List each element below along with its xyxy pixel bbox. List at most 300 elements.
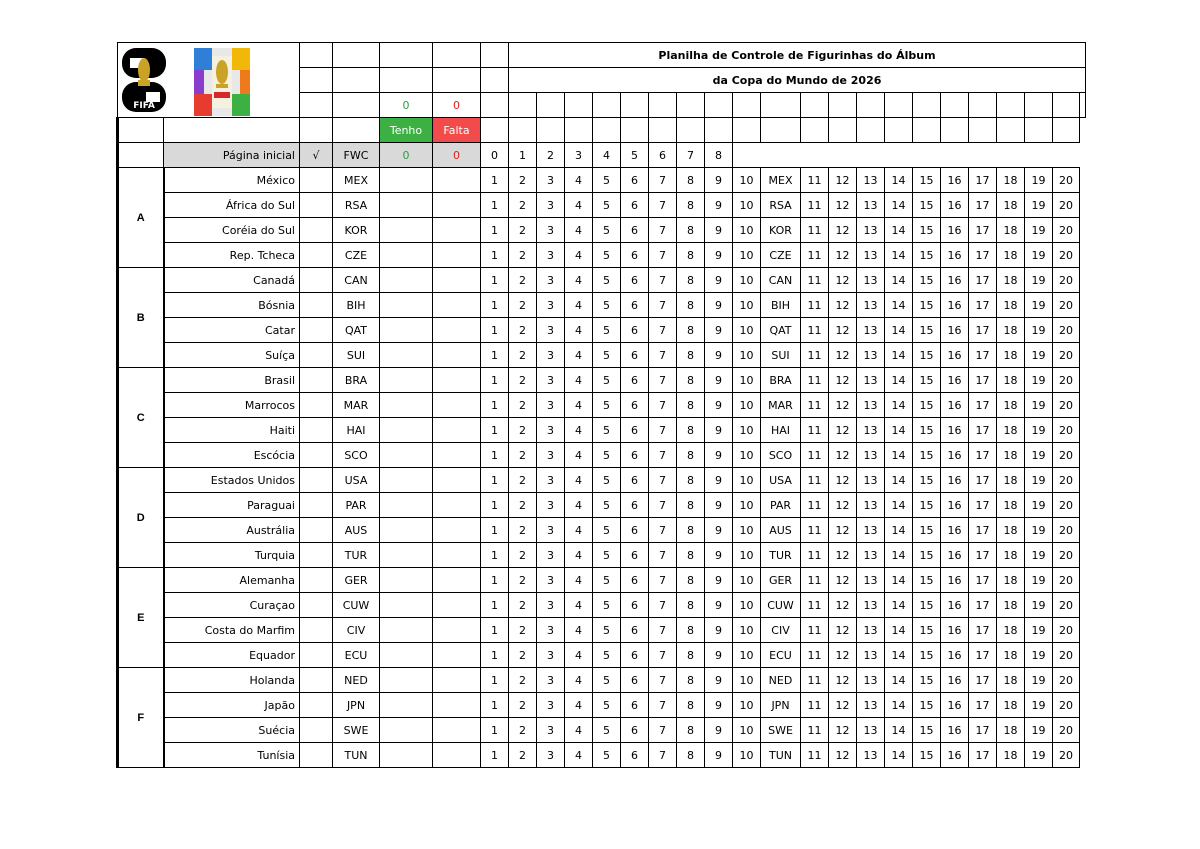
sticker-number[interactable]: 20: [1053, 618, 1080, 643]
sticker-number[interactable]: 7: [649, 543, 677, 568]
sticker-number[interactable]: 3: [537, 693, 565, 718]
sticker-number[interactable]: 20: [1053, 568, 1080, 593]
sticker-number[interactable]: 6: [621, 543, 649, 568]
sticker-number[interactable]: 12: [829, 518, 857, 543]
sticker-number[interactable]: 4: [565, 168, 593, 193]
sticker-number[interactable]: 7: [649, 568, 677, 593]
sticker-number[interactable]: 3: [537, 418, 565, 443]
sticker-number[interactable]: 16: [941, 668, 969, 693]
sticker-number[interactable]: 5: [593, 343, 621, 368]
team-check[interactable]: [300, 368, 333, 393]
sticker-number[interactable]: 14: [885, 643, 913, 668]
sticker-number[interactable]: 5: [593, 593, 621, 618]
sticker-number[interactable]: 8: [677, 218, 705, 243]
sticker-number[interactable]: 15: [913, 643, 941, 668]
sticker-number[interactable]: 7: [649, 518, 677, 543]
sticker-number[interactable]: 1: [481, 693, 509, 718]
team-check[interactable]: [300, 168, 333, 193]
sticker-number[interactable]: 4: [565, 668, 593, 693]
sticker-number[interactable]: 19: [1025, 568, 1053, 593]
sticker-number[interactable]: 5: [593, 243, 621, 268]
sticker-number[interactable]: 7: [649, 318, 677, 343]
sticker-number[interactable]: 8: [677, 193, 705, 218]
team-check[interactable]: [300, 418, 333, 443]
sticker-number[interactable]: 10: [733, 343, 761, 368]
sticker-number[interactable]: 17: [969, 368, 997, 393]
sticker-number[interactable]: 11: [801, 468, 829, 493]
sticker-number[interactable]: 6: [621, 618, 649, 643]
fwc-number[interactable]: 5: [621, 143, 649, 168]
sticker-number[interactable]: 17: [969, 443, 997, 468]
sticker-number[interactable]: 11: [801, 168, 829, 193]
sticker-number[interactable]: 4: [565, 393, 593, 418]
sticker-number[interactable]: 17: [969, 218, 997, 243]
sticker-number[interactable]: 13: [857, 218, 885, 243]
sticker-number[interactable]: 7: [649, 743, 677, 768]
sticker-number[interactable]: 10: [733, 668, 761, 693]
sticker-number[interactable]: 8: [677, 243, 705, 268]
sticker-number[interactable]: 15: [913, 443, 941, 468]
sticker-number[interactable]: 2: [509, 318, 537, 343]
sticker-number[interactable]: 13: [857, 393, 885, 418]
sticker-number[interactable]: 10: [733, 743, 761, 768]
sticker-number[interactable]: 15: [913, 593, 941, 618]
sticker-number[interactable]: 7: [649, 718, 677, 743]
sticker-number[interactable]: 3: [537, 468, 565, 493]
sticker-number[interactable]: 2: [509, 668, 537, 693]
sticker-number[interactable]: 16: [941, 218, 969, 243]
sticker-number[interactable]: 14: [885, 368, 913, 393]
sticker-number[interactable]: 1: [481, 318, 509, 343]
sticker-number[interactable]: 19: [1025, 618, 1053, 643]
fwc-number[interactable]: 6: [649, 143, 677, 168]
sticker-number[interactable]: 3: [537, 668, 565, 693]
sticker-number[interactable]: 9: [705, 318, 733, 343]
sticker-number[interactable]: 6: [621, 343, 649, 368]
sticker-number[interactable]: 19: [1025, 743, 1053, 768]
sticker-number[interactable]: 16: [941, 443, 969, 468]
sticker-number[interactable]: 11: [801, 443, 829, 468]
sticker-number[interactable]: 10: [733, 593, 761, 618]
sticker-number[interactable]: 4: [565, 193, 593, 218]
sticker-number[interactable]: 3: [537, 593, 565, 618]
sticker-number[interactable]: 9: [705, 193, 733, 218]
sticker-number[interactable]: 18: [997, 643, 1025, 668]
sticker-number[interactable]: 4: [565, 493, 593, 518]
sticker-number[interactable]: 6: [621, 493, 649, 518]
sticker-number[interactable]: 9: [705, 343, 733, 368]
sticker-number[interactable]: 17: [969, 543, 997, 568]
sticker-number[interactable]: 7: [649, 243, 677, 268]
sticker-number[interactable]: 4: [565, 268, 593, 293]
sticker-number[interactable]: 7: [649, 168, 677, 193]
sticker-number[interactable]: 19: [1025, 343, 1053, 368]
sticker-number[interactable]: 2: [509, 243, 537, 268]
sticker-number[interactable]: 11: [801, 193, 829, 218]
sticker-number[interactable]: 9: [705, 668, 733, 693]
sticker-number[interactable]: 17: [969, 693, 997, 718]
sticker-number[interactable]: 12: [829, 493, 857, 518]
sticker-number[interactable]: 4: [565, 218, 593, 243]
sticker-number[interactable]: 11: [801, 318, 829, 343]
sticker-number[interactable]: 1: [481, 268, 509, 293]
sticker-number[interactable]: 5: [593, 268, 621, 293]
sticker-number[interactable]: 9: [705, 643, 733, 668]
fwc-number[interactable]: 1: [509, 143, 537, 168]
sticker-number[interactable]: 1: [481, 668, 509, 693]
sticker-number[interactable]: 13: [857, 268, 885, 293]
sticker-number[interactable]: 5: [593, 218, 621, 243]
team-check[interactable]: [300, 518, 333, 543]
sticker-number[interactable]: 9: [705, 418, 733, 443]
fwc-number[interactable]: 0: [481, 143, 509, 168]
sticker-number[interactable]: 11: [801, 718, 829, 743]
sticker-number[interactable]: 3: [537, 618, 565, 643]
team-check[interactable]: [300, 543, 333, 568]
sticker-number[interactable]: 3: [537, 268, 565, 293]
sticker-number[interactable]: 1: [481, 543, 509, 568]
sticker-number[interactable]: 9: [705, 268, 733, 293]
sticker-number[interactable]: 14: [885, 618, 913, 643]
sticker-number[interactable]: 13: [857, 368, 885, 393]
sticker-number[interactable]: 16: [941, 618, 969, 643]
sticker-number[interactable]: 9: [705, 568, 733, 593]
sticker-number[interactable]: 5: [593, 393, 621, 418]
sticker-number[interactable]: 10: [733, 318, 761, 343]
sticker-number[interactable]: 8: [677, 293, 705, 318]
sticker-number[interactable]: 5: [593, 518, 621, 543]
sticker-number[interactable]: 11: [801, 593, 829, 618]
sticker-number[interactable]: 4: [565, 468, 593, 493]
sticker-number[interactable]: 7: [649, 393, 677, 418]
sticker-number[interactable]: 13: [857, 293, 885, 318]
team-check[interactable]: [300, 443, 333, 468]
sticker-number[interactable]: 18: [997, 468, 1025, 493]
sticker-number[interactable]: 6: [621, 443, 649, 468]
sticker-number[interactable]: 16: [941, 593, 969, 618]
sticker-number[interactable]: 12: [829, 668, 857, 693]
sticker-number[interactable]: 18: [997, 693, 1025, 718]
sticker-number[interactable]: 13: [857, 668, 885, 693]
sticker-number[interactable]: 19: [1025, 268, 1053, 293]
sticker-number[interactable]: 1: [481, 343, 509, 368]
sticker-number[interactable]: 10: [733, 543, 761, 568]
sticker-number[interactable]: 9: [705, 468, 733, 493]
sticker-number[interactable]: 19: [1025, 718, 1053, 743]
sticker-number[interactable]: 15: [913, 518, 941, 543]
sticker-number[interactable]: 2: [509, 193, 537, 218]
sticker-number[interactable]: 20: [1053, 193, 1080, 218]
sticker-number[interactable]: 18: [997, 193, 1025, 218]
sticker-number[interactable]: 5: [593, 443, 621, 468]
sticker-number[interactable]: 11: [801, 418, 829, 443]
fwc-number[interactable]: 3: [565, 143, 593, 168]
sticker-number[interactable]: 12: [829, 618, 857, 643]
sticker-number[interactable]: 5: [593, 293, 621, 318]
sticker-number[interactable]: 4: [565, 293, 593, 318]
sticker-number[interactable]: 6: [621, 668, 649, 693]
sticker-number[interactable]: 13: [857, 243, 885, 268]
sticker-number[interactable]: 8: [677, 618, 705, 643]
sticker-number[interactable]: 3: [537, 168, 565, 193]
sticker-number[interactable]: 2: [509, 518, 537, 543]
sticker-number[interactable]: 10: [733, 168, 761, 193]
sticker-number[interactable]: 8: [677, 543, 705, 568]
sticker-number[interactable]: 14: [885, 743, 913, 768]
sticker-number[interactable]: 9: [705, 243, 733, 268]
sticker-number[interactable]: 20: [1053, 268, 1080, 293]
sticker-number[interactable]: 19: [1025, 443, 1053, 468]
sticker-number[interactable]: 19: [1025, 243, 1053, 268]
sticker-number[interactable]: 9: [705, 393, 733, 418]
sticker-number[interactable]: 5: [593, 318, 621, 343]
sticker-number[interactable]: 3: [537, 293, 565, 318]
sticker-number[interactable]: 18: [997, 168, 1025, 193]
sticker-number[interactable]: 11: [801, 343, 829, 368]
sticker-number[interactable]: 7: [649, 193, 677, 218]
sticker-number[interactable]: 18: [997, 218, 1025, 243]
sticker-number[interactable]: 9: [705, 293, 733, 318]
sticker-number[interactable]: 18: [997, 568, 1025, 593]
sticker-number[interactable]: 6: [621, 418, 649, 443]
sticker-number[interactable]: 17: [969, 293, 997, 318]
sticker-number[interactable]: 4: [565, 318, 593, 343]
sticker-number[interactable]: 6: [621, 368, 649, 393]
sticker-number[interactable]: 12: [829, 218, 857, 243]
team-check[interactable]: [300, 193, 333, 218]
sticker-number[interactable]: 8: [677, 568, 705, 593]
sticker-number[interactable]: 16: [941, 268, 969, 293]
sticker-number[interactable]: 18: [997, 393, 1025, 418]
sticker-number[interactable]: 17: [969, 168, 997, 193]
sticker-number[interactable]: 13: [857, 693, 885, 718]
sticker-number[interactable]: 4: [565, 693, 593, 718]
sticker-number[interactable]: 14: [885, 568, 913, 593]
sticker-number[interactable]: 1: [481, 518, 509, 543]
team-check[interactable]: [300, 718, 333, 743]
sticker-number[interactable]: 6: [621, 293, 649, 318]
sticker-number[interactable]: 7: [649, 418, 677, 443]
sticker-number[interactable]: 14: [885, 318, 913, 343]
sticker-number[interactable]: 5: [593, 568, 621, 593]
team-check[interactable]: [300, 743, 333, 768]
sticker-number[interactable]: 11: [801, 493, 829, 518]
sticker-number[interactable]: 18: [997, 293, 1025, 318]
sticker-number[interactable]: 8: [677, 418, 705, 443]
team-check[interactable]: [300, 393, 333, 418]
sticker-number[interactable]: 8: [677, 593, 705, 618]
team-check[interactable]: [300, 618, 333, 643]
sticker-number[interactable]: 1: [481, 743, 509, 768]
sticker-number[interactable]: 7: [649, 593, 677, 618]
sticker-number[interactable]: 20: [1053, 743, 1080, 768]
sticker-number[interactable]: 8: [677, 443, 705, 468]
sticker-number[interactable]: 17: [969, 593, 997, 618]
sticker-number[interactable]: 3: [537, 718, 565, 743]
sticker-number[interactable]: 2: [509, 543, 537, 568]
sticker-number[interactable]: 3: [537, 368, 565, 393]
sticker-number[interactable]: 2: [509, 468, 537, 493]
sticker-number[interactable]: 4: [565, 368, 593, 393]
sticker-number[interactable]: 2: [509, 643, 537, 668]
sticker-number[interactable]: 10: [733, 568, 761, 593]
sticker-number[interactable]: 13: [857, 343, 885, 368]
sticker-number[interactable]: 14: [885, 193, 913, 218]
sticker-number[interactable]: 18: [997, 718, 1025, 743]
sticker-number[interactable]: 20: [1053, 468, 1080, 493]
sticker-number[interactable]: 10: [733, 693, 761, 718]
sticker-number[interactable]: 2: [509, 293, 537, 318]
sticker-number[interactable]: 11: [801, 743, 829, 768]
sticker-number[interactable]: 2: [509, 593, 537, 618]
sticker-number[interactable]: 15: [913, 368, 941, 393]
sticker-number[interactable]: 13: [857, 168, 885, 193]
sticker-number[interactable]: 8: [677, 518, 705, 543]
sticker-number[interactable]: 9: [705, 593, 733, 618]
sticker-number[interactable]: 20: [1053, 543, 1080, 568]
sticker-number[interactable]: 20: [1053, 168, 1080, 193]
sticker-number[interactable]: 19: [1025, 693, 1053, 718]
sticker-number[interactable]: 14: [885, 668, 913, 693]
sticker-number[interactable]: 6: [621, 568, 649, 593]
sticker-number[interactable]: 9: [705, 168, 733, 193]
sticker-number[interactable]: 5: [593, 543, 621, 568]
sticker-number[interactable]: 3: [537, 643, 565, 668]
sticker-number[interactable]: 17: [969, 418, 997, 443]
sticker-number[interactable]: 5: [593, 368, 621, 393]
sticker-number[interactable]: 15: [913, 493, 941, 518]
sticker-number[interactable]: 19: [1025, 193, 1053, 218]
sticker-number[interactable]: 19: [1025, 468, 1053, 493]
sticker-number[interactable]: 18: [997, 343, 1025, 368]
team-check[interactable]: [300, 568, 333, 593]
sticker-number[interactable]: 13: [857, 493, 885, 518]
sticker-number[interactable]: 14: [885, 593, 913, 618]
sticker-number[interactable]: 16: [941, 243, 969, 268]
sticker-number[interactable]: 16: [941, 343, 969, 368]
sticker-number[interactable]: 18: [997, 243, 1025, 268]
sticker-number[interactable]: 6: [621, 193, 649, 218]
sticker-number[interactable]: 19: [1025, 293, 1053, 318]
sticker-number[interactable]: 4: [565, 568, 593, 593]
sticker-number[interactable]: 3: [537, 318, 565, 343]
sticker-number[interactable]: 2: [509, 718, 537, 743]
sticker-number[interactable]: 16: [941, 193, 969, 218]
sticker-number[interactable]: 10: [733, 218, 761, 243]
sticker-number[interactable]: 1: [481, 393, 509, 418]
sticker-number[interactable]: 1: [481, 443, 509, 468]
sticker-number[interactable]: 5: [593, 693, 621, 718]
sticker-number[interactable]: 11: [801, 393, 829, 418]
sticker-number[interactable]: 20: [1053, 718, 1080, 743]
sticker-number[interactable]: 4: [565, 343, 593, 368]
sticker-number[interactable]: 17: [969, 343, 997, 368]
sticker-number[interactable]: 6: [621, 218, 649, 243]
sticker-number[interactable]: 13: [857, 193, 885, 218]
sticker-number[interactable]: 18: [997, 543, 1025, 568]
sticker-number[interactable]: 18: [997, 743, 1025, 768]
sticker-number[interactable]: 5: [593, 718, 621, 743]
sticker-number[interactable]: 12: [829, 418, 857, 443]
sticker-number[interactable]: 20: [1053, 418, 1080, 443]
sticker-number[interactable]: 4: [565, 543, 593, 568]
sticker-number[interactable]: 17: [969, 718, 997, 743]
sticker-number[interactable]: 16: [941, 168, 969, 193]
sticker-number[interactable]: 18: [997, 668, 1025, 693]
sticker-number[interactable]: 10: [733, 193, 761, 218]
sticker-number[interactable]: 1: [481, 368, 509, 393]
sticker-number[interactable]: 7: [649, 493, 677, 518]
sticker-number[interactable]: 14: [885, 393, 913, 418]
sticker-number[interactable]: 6: [621, 718, 649, 743]
sticker-number[interactable]: 17: [969, 243, 997, 268]
sticker-number[interactable]: 20: [1053, 518, 1080, 543]
sticker-number[interactable]: 1: [481, 568, 509, 593]
team-check[interactable]: [300, 468, 333, 493]
sticker-number[interactable]: 15: [913, 293, 941, 318]
sticker-number[interactable]: 12: [829, 193, 857, 218]
sticker-number[interactable]: 13: [857, 518, 885, 543]
sticker-number[interactable]: 2: [509, 393, 537, 418]
sticker-number[interactable]: 11: [801, 518, 829, 543]
sticker-number[interactable]: 8: [677, 343, 705, 368]
sticker-number[interactable]: 10: [733, 643, 761, 668]
sticker-number[interactable]: 18: [997, 443, 1025, 468]
sticker-number[interactable]: 19: [1025, 393, 1053, 418]
sticker-number[interactable]: 5: [593, 668, 621, 693]
sticker-number[interactable]: 19: [1025, 518, 1053, 543]
sticker-number[interactable]: 17: [969, 518, 997, 543]
sticker-number[interactable]: 20: [1053, 293, 1080, 318]
sticker-number[interactable]: 6: [621, 168, 649, 193]
sticker-number[interactable]: 19: [1025, 168, 1053, 193]
sticker-number[interactable]: 2: [509, 268, 537, 293]
sticker-number[interactable]: 16: [941, 643, 969, 668]
sticker-number[interactable]: 3: [537, 443, 565, 468]
sticker-number[interactable]: 1: [481, 643, 509, 668]
sticker-number[interactable]: 10: [733, 418, 761, 443]
sticker-number[interactable]: 6: [621, 693, 649, 718]
sticker-number[interactable]: 15: [913, 168, 941, 193]
sticker-number[interactable]: 12: [829, 318, 857, 343]
sticker-number[interactable]: 9: [705, 218, 733, 243]
sticker-number[interactable]: 3: [537, 493, 565, 518]
sticker-number[interactable]: 2: [509, 418, 537, 443]
sticker-number[interactable]: 2: [509, 693, 537, 718]
sticker-number[interactable]: 17: [969, 393, 997, 418]
sticker-number[interactable]: 8: [677, 318, 705, 343]
sticker-number[interactable]: 9: [705, 518, 733, 543]
sticker-number[interactable]: 11: [801, 643, 829, 668]
sticker-number[interactable]: 8: [677, 668, 705, 693]
sticker-number[interactable]: 2: [509, 493, 537, 518]
sticker-number[interactable]: 12: [829, 743, 857, 768]
team-check[interactable]: [300, 343, 333, 368]
sticker-number[interactable]: 13: [857, 443, 885, 468]
sticker-number[interactable]: 7: [649, 443, 677, 468]
sticker-number[interactable]: 9: [705, 543, 733, 568]
sticker-number[interactable]: 10: [733, 268, 761, 293]
sticker-number[interactable]: 16: [941, 518, 969, 543]
sticker-number[interactable]: 7: [649, 693, 677, 718]
sticker-number[interactable]: 19: [1025, 368, 1053, 393]
sticker-number[interactable]: 13: [857, 543, 885, 568]
sticker-number[interactable]: 14: [885, 493, 913, 518]
sticker-number[interactable]: 16: [941, 293, 969, 318]
sticker-number[interactable]: 16: [941, 468, 969, 493]
sticker-number[interactable]: 11: [801, 618, 829, 643]
sticker-number[interactable]: 9: [705, 618, 733, 643]
